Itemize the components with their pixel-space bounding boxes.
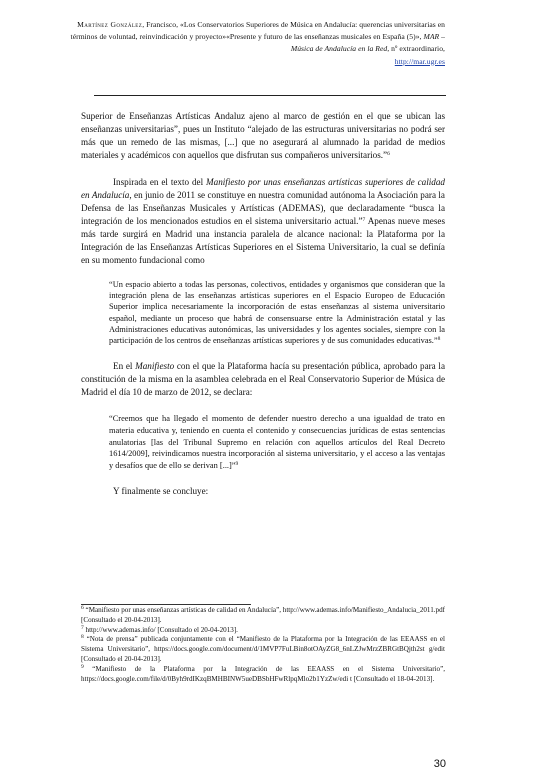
footnote-ref-7[interactable]: 7 [362, 217, 366, 223]
page-number: 30 [433, 758, 446, 770]
footnote-text: “Manifiesto por unas enseñanzas artísticas de calidad en Andalucía”, http://www.ademas.info/Manifiesto_Andalucia_2011.pdf [Consultado el 20-04-2013]. [81, 606, 445, 624]
manifesto-word: Manifiesto [135, 361, 175, 372]
paragraph-2-text-a: Inspirada en el texto del [113, 177, 207, 187]
footnotes [81, 606, 445, 684]
footnote-number: 8 [81, 634, 84, 641]
footnote-ref-9[interactable]: 9 [235, 461, 239, 468]
paragraph-3-text-a: En el [113, 361, 136, 372]
block-quote-1 [109, 279, 445, 346]
footnote-number: 6 [81, 605, 84, 611]
header-url-link[interactable]: http://mar.ugr.es [394, 56, 445, 66]
paragraph-3-text-b: con el que la Plataforma hacía su presentación pública, aprobado para la constitución de la misma en la asamblea celebrada en el Real Conservatorio Superior de Música de Madrid el día 10 de marzo de 2012, se declara: [81, 361, 445, 398]
footnote-item [81, 665, 445, 685]
running-header [70, 19, 445, 68]
paragraph-2-text-c: Apenas nueve meses más tarde surgirá en Madrid una instancia paralela de alcance nacional: la Plataforma por la Integración de las Enseñanzas Artísticas Superiores en el Sistema Universitario, la cual se definía en su momento fundacional como [81, 216, 445, 265]
paragraph-4-text: Y finalmente se concluye: [113, 485, 209, 496]
footnote-ref-8[interactable]: 8 [437, 336, 441, 343]
footnote-item [81, 606, 445, 626]
paragraph-2-text-b: , en junio de 2011 se constituye en nuestra comunidad autónoma la Asociación para la Defensa de las Enseñanzas Musicales y Artísticas (ADEMAS), que declaradamente “busca la integración de los mencionados estudios en el sistema universitario actual.” [81, 190, 445, 226]
block-quote-2-text: “Creemos que ha llegado el momento de defender nuestro derecho a una igualdad de trato en materia educativa y, teniendo en cuenta el contenido y consecuencias jurídicas de estas sentencias anulatorias [las del Tribunal Supremo en relación con aquellos artículos del Real Decreto 1614/2009], reivindicamos nuestra incorporación al sistema universitario, y el acceso a las ventajas y desafíos que de ello se derivan [...]” [109, 414, 445, 471]
footnote-number: 9 [81, 663, 84, 670]
paragraph-1-text: Superior de Enseñanzas Artísticas Andaluz ajeno al marco de gestión en el que se ubican las enseñanzas universitarias”, pues un Instituto “alejado de las estructuras universitarias no podrá ser más que un remedo de las mismas, [...] que no asegurará al alumnado la paridad de medios materiales y académicos con aquellos que disfrutan sus compañeros universitarios.” [81, 111, 445, 160]
header-citation: , Francisco, «Los Conservatorios Superiores de Música en Andalucía: querencias universitarias en términos de voluntad, reinvindicación y proyecto»«Presente y futuro de las enseñanzas musicales en España (5)», [70, 20, 445, 42]
footnote-item [81, 635, 445, 664]
header-issue: , nº extraordinario, [387, 44, 445, 54]
paragraph-4 [81, 485, 445, 498]
footnote-ref-6[interactable]: 6 [387, 151, 390, 157]
footnote-text: “Manifiesto de la Plataforma por la Integración de las EEAASS en el Sistema Universitario”, https://docs.google.com/file/d/0Byh9rdIKzqBMHBINW5ueDBSbHFwRlpqMlo2b1YzZw/edi t [Consultado el 18-04-2013]. [81, 664, 445, 683]
body-text [81, 110, 445, 498]
footnote-number: 7 [81, 624, 84, 631]
paragraph-1 [81, 110, 445, 162]
footnote-item [81, 626, 445, 636]
header-author: Martínez González [77, 20, 143, 29]
paragraph-2 [81, 176, 445, 267]
block-quote-2 [109, 413, 445, 472]
manifesto-title: Manifiesto por unas enseñanzas artísticas superiores de calidad en Andalucía [81, 177, 445, 200]
footnote-text: “Nota de prensa” publicada conjuntamente con el “Manifiesto de la Plataforma por la Integración de las EEAASS en el Sistema Universitario”, https://docs.google.com/document/d/1MVP7FuLBin8otOAyZG8_6nLZJwMrzZBRGtBQjth2st g/edit [Consultado el 20-04-2013]. [81, 635, 445, 663]
header-divider [94, 95, 446, 96]
header-journal: MAR – Música de Andalucía en la Red [290, 32, 445, 54]
footnote-divider [81, 604, 251, 605]
footnote-text: http://www.ademas.info/ [Consultado el 20-04-2013]. [83, 625, 238, 634]
paragraph-3 [81, 360, 445, 399]
block-quote-1-text: “Un espacio abierto a todas las personas, colectivos, entidades y organismos que consideran que la integración plena de las enseñanzas artísticas superiores en el Espacio Europeo de Educación Superior implica necesariamente la incorporación de estas enseñanzas al sistema universitario español, mediante un proceso que habrá de consensuarse entre la Administración estatal y las Administraciones educativas autonómicas, las universidades y los agentes sociales, siempre con la participación de los centros de enseñanzas artísticas superiores y de sus comunidades educativas.” [109, 280, 445, 346]
